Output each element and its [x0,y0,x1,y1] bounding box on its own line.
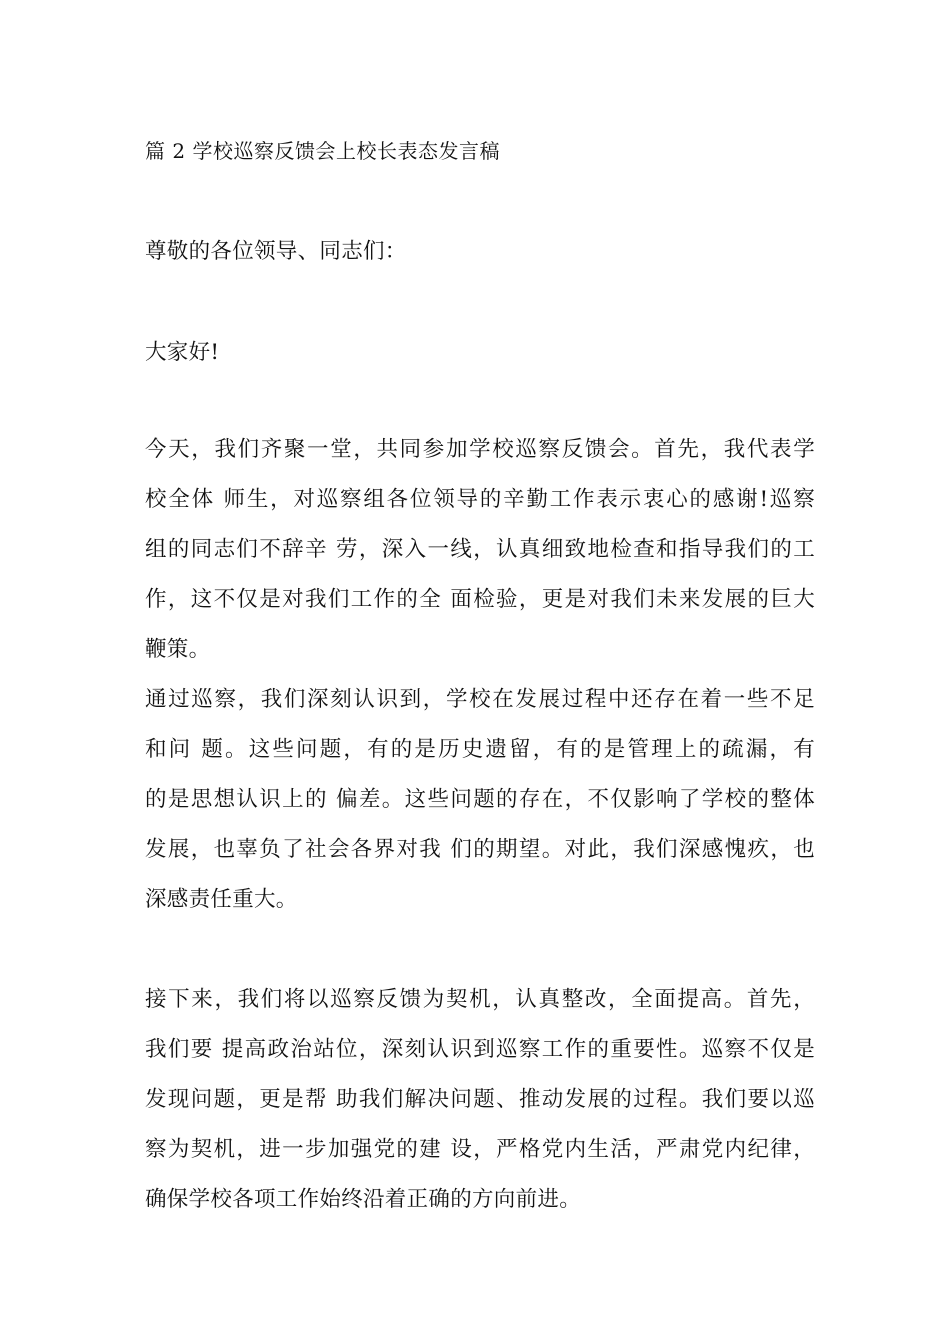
paragraph-1-line-4: 作，这不仅是对我们工作的全 面检验，更是对我们未来发展的巨大 [145,587,815,612]
paragraph-3-line-5: 确保学校各项工作始终沿着正确的方向前进。 [145,1187,582,1212]
paragraph-2-line-5: 深感责任重大。 [145,887,298,912]
paragraph-2-line-1: 通过巡察，我们深刻认识到，学校在发展过程中还存在着一些不足 [145,687,815,712]
paragraph-2-line-4: 发展，也辜负了社会各界对我 们的期望。对此，我们深感愧疚，也 [145,837,815,862]
paragraph-3-line-2: 我们要 提高政治站位，深刻认识到巡察工作的重要性。巡察不仅是 [145,1037,815,1062]
paragraph-2-line-3: 的是思想认识上的 偏差。这些问题的存在，不仅影响了学校的整体 [145,787,815,812]
paragraph-1-line-1: 今天，我们齐聚一堂，共同参加学校巡察反馈会。首先，我代表学 [145,437,815,462]
paragraph-2-line-2: 和问 题。这些问题，有的是历史遗留，有的是管理上的疏漏，有 [145,737,815,762]
paragraph-1-line-2: 校全体 师生，对巡察组各位领导的辛勤工作表示衷心的感谢!巡察 [145,487,815,512]
paragraph-3-line-1: 接下来，我们将以巡察反馈为契机，认真整改，全面提高。首先， [145,987,815,1012]
paragraph-1-line-3: 组的同志们不辞辛 劳，深入一线，认真细致地检查和指导我们的工 [145,537,815,562]
paragraph-1-line-5: 鞭策。 [145,637,211,662]
document-title: 篇 2 学校巡察反馈会上校长表态发言稿 [145,139,500,163]
greeting: 大家好! [145,340,220,365]
salutation: 尊敬的各位领导、同志们： [145,239,407,264]
paragraph-3-line-4: 察为契机，进一步加强党的建 设，严格党内生活，严肃党内纪律， [145,1137,815,1162]
paragraph-3-line-3: 发现问题，更是帮 助我们解决问题、推动发展的过程。我们要以巡 [145,1087,815,1112]
